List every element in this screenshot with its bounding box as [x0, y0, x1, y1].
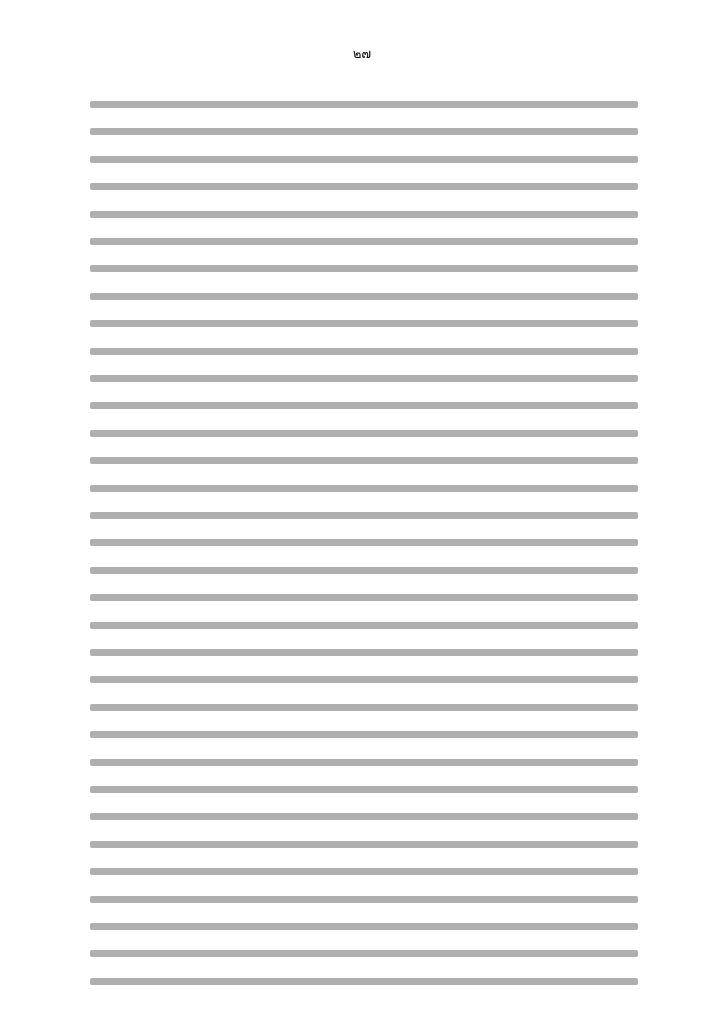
text-line: [90, 622, 638, 629]
text-line: [90, 868, 638, 875]
text-line: [90, 786, 638, 793]
text-line: [90, 457, 638, 464]
text-line: [90, 567, 638, 574]
text-line: [90, 704, 638, 711]
text-line: [90, 978, 638, 985]
text-line: [90, 101, 638, 108]
text-line: [90, 128, 638, 135]
body-paragraph: [90, 95, 638, 1000]
text-line: [90, 430, 638, 437]
text-line: [90, 265, 638, 272]
text-line: [90, 293, 638, 300]
text-line: [90, 320, 638, 327]
text-line: [90, 594, 638, 601]
text-line: [90, 402, 638, 409]
text-line: [90, 238, 638, 245]
text-line: [90, 676, 638, 683]
text-line: [90, 183, 638, 190]
text-line: [90, 731, 638, 738]
text-line: [90, 375, 638, 382]
text-line: [90, 759, 638, 766]
page-number: ๒๗: [352, 47, 372, 62]
text-line: [90, 896, 638, 903]
text-line: [90, 813, 638, 820]
text-line: [90, 950, 638, 957]
text-line: [90, 649, 638, 656]
text-line: [90, 841, 638, 848]
text-line: [90, 512, 638, 519]
text-line: [90, 485, 638, 492]
text-line: [90, 348, 638, 355]
text-line: [90, 539, 638, 546]
text-line: [90, 211, 638, 218]
text-line: [90, 923, 638, 930]
text-line: [90, 156, 638, 163]
